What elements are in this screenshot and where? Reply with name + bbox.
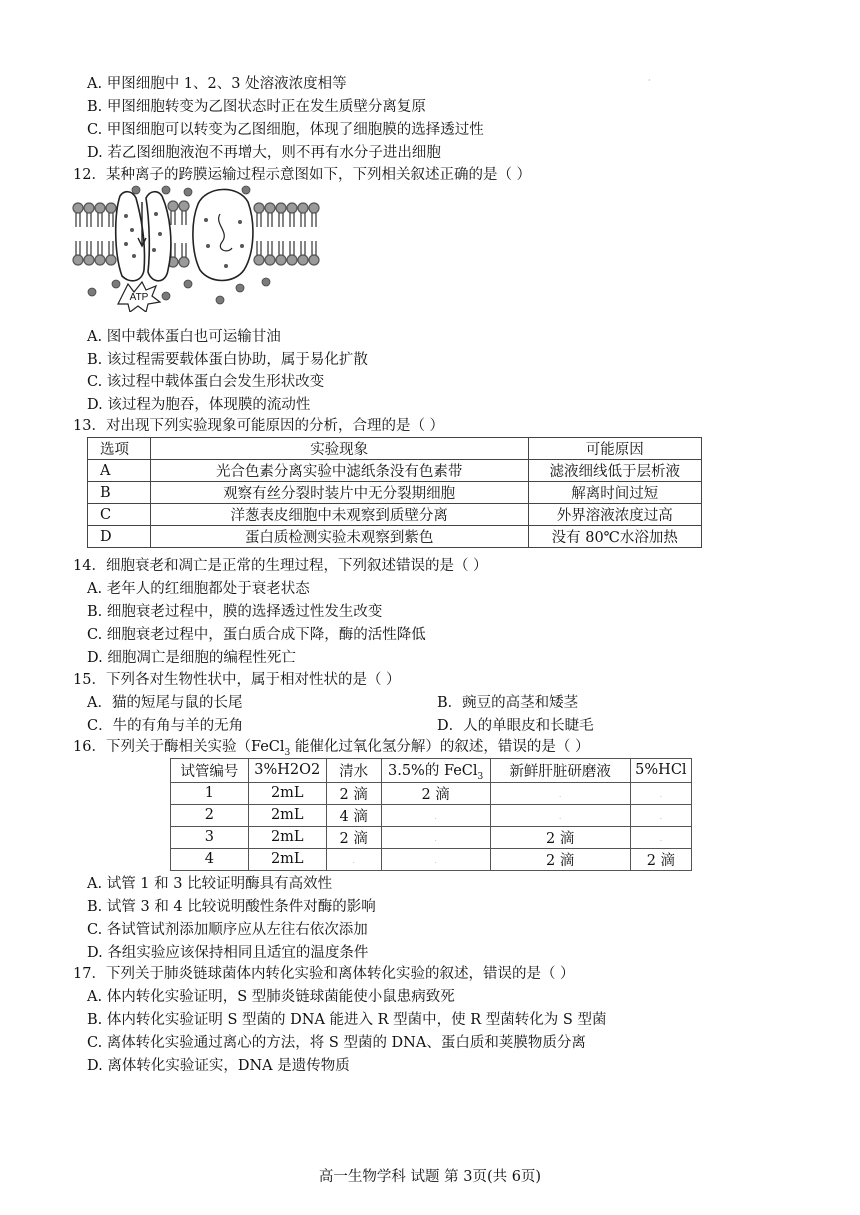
table-row [171,782,692,804]
q12-stem: 12．某种离子的跨膜运输过程示意图如下，下列相关叙述正确的是（ ） [73,167,532,183]
table-row [88,460,702,482]
q11-option-b: B. 甲图细胞转变为乙图状态时正在发生质壁分离复原 [87,99,426,115]
table-cell: 没有 80℃水浴加热 [528,526,702,548]
table-cell: . [490,782,630,804]
q15-option-c: C．牛的有角与羊的无角 [87,718,244,734]
q11-option-c: C. 甲图细胞可以转变为乙图细胞，体现了细胞膜的选择透过性 [87,122,484,138]
table-cell: 2 滴 [326,826,381,848]
q16-option-d: D. 各组实验应该保持相同且适宜的温度条件 [87,945,369,961]
q14-option-b: B. 细胞衰老过程中，膜的选择透过性发生改变 [87,604,383,620]
table-row [171,804,692,826]
table-cell: 2mL [248,804,326,826]
table-cell: . [326,848,381,870]
table-cell: D [88,526,151,548]
page-footer: 高一生物学科 试题 第 3页(共 6页) [318,1169,542,1185]
speck-mark: · [648,76,651,85]
q14-stem: 14．细胞衰老和凋亡是正常的生理过程，下列叙述错误的是（ ） [73,558,488,574]
table-cell: . [630,782,691,804]
q14-option-d: D. 细胞凋亡是细胞的编程性死亡 [87,650,296,666]
q15-stem: 15．下列各对生物性状中，属于相对性状的是（ ） [73,672,401,688]
table-cell: . [381,826,490,848]
table-cell: . [381,804,490,826]
table-row [88,526,702,548]
header-cell: 3%H2O2 [248,759,326,783]
q17-stem: 17．下列关于肺炎链球菌体内转化实验和离体转化实验的叙述，错误的是（ ） [73,966,575,982]
q14-option-a: A. 老年人的红细胞都处于衰老状态 [87,581,310,597]
header-text: 3.5%的 FeCl [388,763,478,779]
table-cell: B [88,482,151,504]
table-cell: . [490,804,630,826]
header-cell: 清水 [326,759,381,783]
atp-text: ATP [129,292,149,303]
table-cell: . [630,804,691,826]
q16-table [170,758,692,871]
table-cell: 滤液细线低于层析液 [528,460,702,482]
table-cell: . [381,848,490,870]
table-cell: 洋葱表皮细胞中未观察到质壁分离 [150,504,528,526]
q15-option-b: B．豌豆的高茎和矮茎 [437,695,579,711]
table-cell: C [88,504,151,526]
q17-option-c: C. 离体转化实验通过离心的方法，将 S 型菌的 DNA、蛋白质和荚膜物质分离 [87,1035,586,1051]
table-row [171,848,692,870]
table-cell: 解离时间过短 [528,482,702,504]
atp-label [118,282,160,312]
table-cell: 2 滴 [381,782,490,804]
table-header-row [171,759,692,783]
table-cell: 2 滴 [490,826,630,848]
table-cell: 2 滴 [630,848,691,870]
carrier-protein-open [116,192,171,281]
q15-option-d: D．人的单眼皮和长睫毛 [437,718,594,734]
table-row [171,826,692,848]
table-row [88,482,702,504]
q12-option-a: A. 图中载体蛋白也可运输甘油 [87,329,281,345]
header-cell: 5%HCl [630,759,691,783]
table-cell: 蛋白质检测实验未观察到紫色 [150,526,528,548]
q15-option-a: A．猫的短尾与鼠的长尾 [87,695,243,711]
table-cell: 2 [171,804,249,826]
q16-option-c: C. 各试管试剂添加顺序应从左往右依次添加 [87,922,368,938]
table-cell: . [630,826,691,848]
table-cell: 2mL [248,848,326,870]
membrane-transport-diagram [70,184,320,312]
q16-option-b: B. 试管 3 和 4 比较说明酸性条件对酶的影响 [87,899,376,915]
q16-stem-sub: 3 [284,747,291,758]
header-cell: 新鲜肝脏研磨液 [490,759,630,783]
header-cell: 选项 [88,438,151,460]
header-cell: 可能原因 [528,438,702,460]
q12-option-b: B. 该过程需要载体蛋白协助，属于易化扩散 [87,352,368,368]
table-cell: 4 [171,848,249,870]
table-row [88,504,702,526]
q14-option-c: C. 细胞衰老过程中，蛋白质合成下降，酶的活性降低 [87,627,426,643]
header-cell: 实验现象 [150,438,528,460]
q13-table [87,437,702,548]
table-cell: 3 [171,826,249,848]
table-cell: 光合色素分离实验中滤纸条没有色素带 [150,460,528,482]
q13-stem: 13．对出现下列实验现象可能原因的分析，合理的是（ ） [73,418,445,434]
table-header-row [88,438,702,460]
table-cell: 2mL [248,826,326,848]
table-cell: 4 滴 [326,804,381,826]
q17-option-d: D. 离体转化实验证实，DNA 是遗传物质 [87,1058,350,1074]
header-cell: 试管编号 [171,759,249,783]
q11-option-a: A. 甲图细胞中 1、2、3 处溶液浓度相等 [87,76,347,92]
q16-option-a: A. 试管 1 和 3 比较证明酶具有高效性 [87,876,333,892]
header-cell [381,759,490,783]
table-cell: 2 滴 [490,848,630,870]
table-cell: A [88,460,151,482]
q17-option-b: B. 体内转化实验证明 S 型菌的 DNA 能进入 R 型菌中，使 R 型菌转化为 S 型菌 [87,1012,607,1028]
header-sub: 3 [477,771,484,782]
table-cell: 外界溶液浓度过高 [528,504,702,526]
q12-option-c: C. 该过程中载体蛋白会发生形状改变 [87,374,325,390]
table-cell: 观察有丝分裂时装片中无分裂期细胞 [150,482,528,504]
q11-option-d: D. 若乙图细胞液泡不再增大，则不再有水分子进出细胞 [87,145,441,161]
q12-option-d: D. 该过程为胞吞，体现膜的流动性 [87,397,311,413]
q16-stem [73,737,589,757]
carrier-protein-closed [193,189,253,280]
q16-stem-pre: 16．下列关于酶相关实验（FeCl [73,739,285,755]
q16-stem-post: 能催化过氧化氢分解）的叙述，错误的是（ ） [290,739,590,755]
table-cell: 2 滴 [326,782,381,804]
q17-option-a: A. 体内转化实验证明，S 型肺炎链球菌能使小鼠患病致死 [87,989,455,1005]
table-cell: 1 [171,782,249,804]
table-cell: 2mL [248,782,326,804]
